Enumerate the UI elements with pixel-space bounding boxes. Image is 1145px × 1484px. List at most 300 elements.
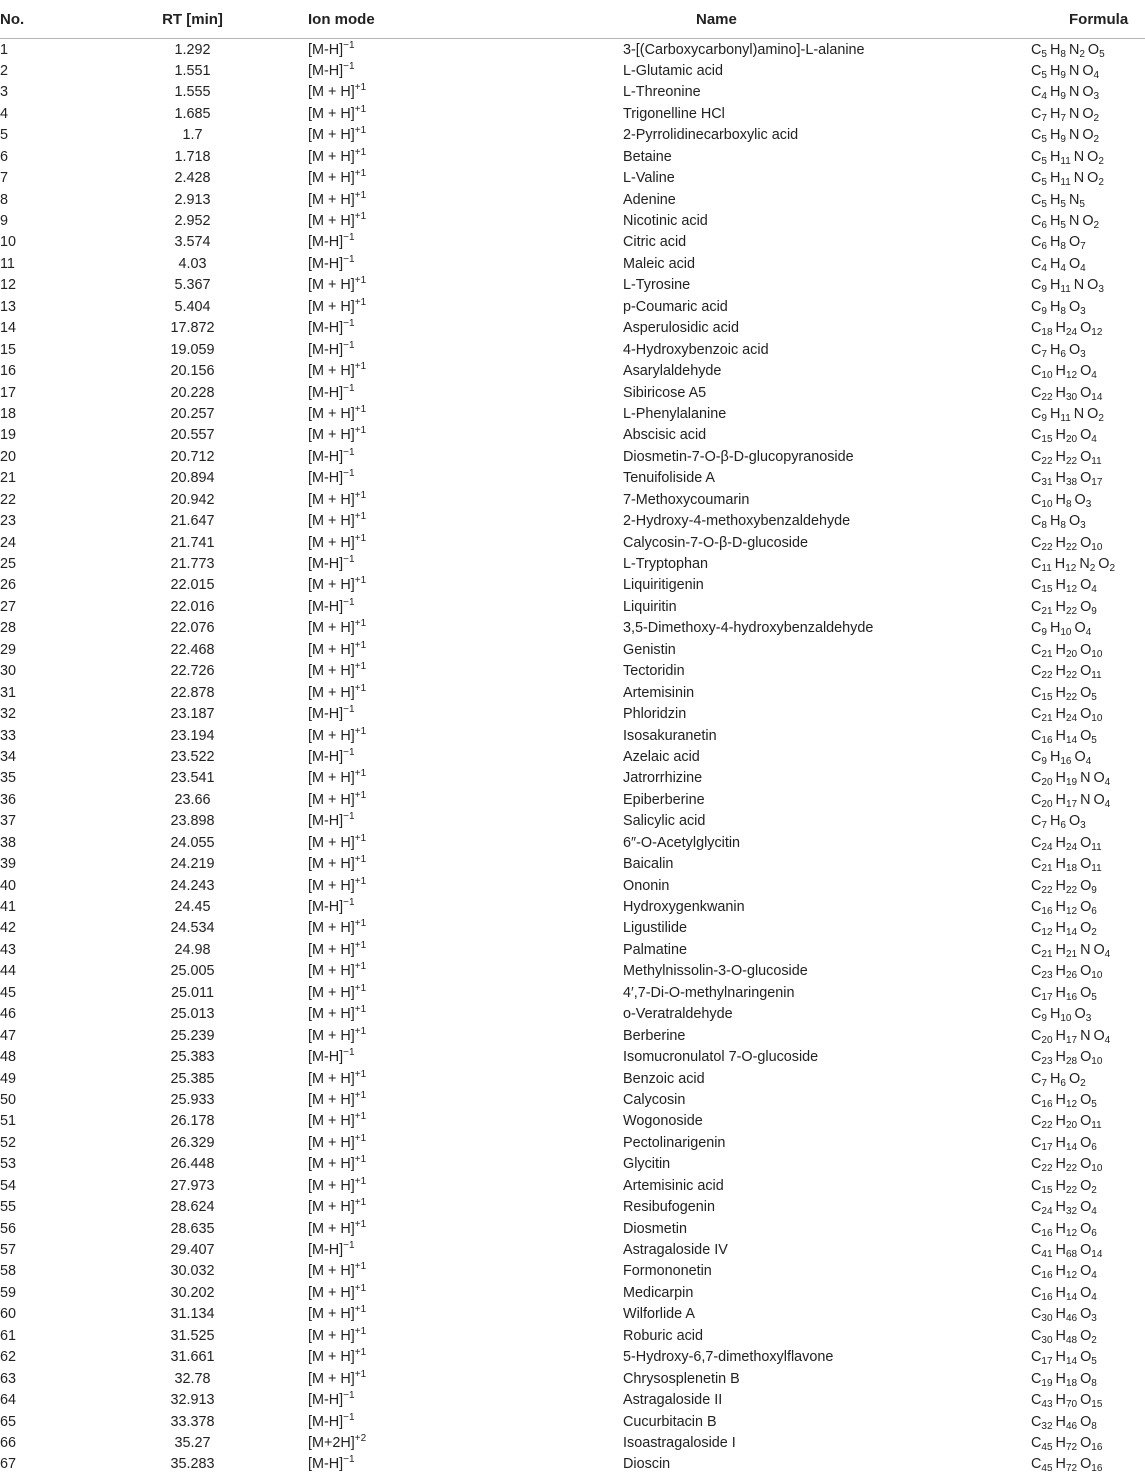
table-row: [0, 211, 1145, 232]
ion-mode-charge: +1: [354, 639, 367, 651]
element-symbol: O: [1080, 1392, 1092, 1409]
element-symbol: C: [1031, 1306, 1042, 1323]
cell-no: 41: [0, 899, 17, 916]
cell-name: Jatrorrhizine: [623, 770, 703, 787]
element-symbol: H: [1055, 1349, 1066, 1366]
element-symbol: O: [1080, 684, 1092, 701]
element-symbol: H: [1055, 1177, 1066, 1194]
formula-element: [1069, 106, 1079, 122]
cell-formula: [916, 575, 1145, 596]
cell-name: Berberine: [623, 1027, 686, 1044]
element-symbol: O: [1093, 941, 1105, 958]
cell-formula: [916, 1111, 1145, 1132]
ion-mode-base: [M + H]: [308, 298, 355, 315]
table-row: [0, 1454, 1145, 1475]
table-row: [0, 1282, 1145, 1303]
ion-mode-charge: +1: [354, 1025, 367, 1037]
element-count: 14: [1065, 1291, 1078, 1303]
cell-name: 3,5-Dimethoxy-4-hydroxybenzaldehyde: [623, 620, 874, 637]
cell-no: 53: [0, 1156, 17, 1173]
element-count: 11: [1091, 1120, 1102, 1132]
element-symbol: H: [1055, 1220, 1066, 1237]
cell-ion-mode: [275, 725, 498, 746]
formula-element: [1056, 599, 1078, 615]
formula-element: [1031, 663, 1053, 682]
element-count: 2: [1109, 563, 1116, 575]
cell-no: 44: [0, 963, 17, 980]
formula-element: [1068, 234, 1086, 253]
cell-ion-mode: [275, 382, 498, 403]
cell-formula: [916, 897, 1145, 918]
cell-formula: [916, 1197, 1145, 1218]
element-count: 10: [1091, 648, 1103, 660]
formula-element: [1075, 492, 1092, 508]
cell-ion-mode: [275, 939, 498, 960]
formula-element: [1088, 42, 1105, 58]
element-symbol: C: [1031, 641, 1042, 658]
element-symbol: O: [1080, 320, 1092, 337]
cell-no: 29: [0, 641, 17, 658]
element-count: 17: [1065, 798, 1078, 810]
cell-name: Diosmetin: [623, 1220, 687, 1237]
element-count: 10: [1060, 1013, 1072, 1025]
cell-ion-mode: [275, 918, 498, 939]
cell-no: 8: [0, 191, 9, 208]
ion-mode-base: [M-H]: [308, 1242, 344, 1259]
cell-no: 64: [0, 1392, 17, 1409]
element-count: 4: [1091, 1291, 1097, 1303]
element-count: 7: [1041, 1077, 1047, 1089]
element-symbol: C: [1031, 41, 1042, 58]
cell-rt: 24.45: [174, 899, 211, 916]
element-count: 41: [1041, 1249, 1053, 1261]
cell-formula: [916, 982, 1145, 1003]
cell-no: 9: [0, 213, 9, 230]
header-formula: Formula: [916, 0, 1145, 39]
table-row: [0, 704, 1145, 725]
cell-formula: [916, 339, 1145, 360]
cell-ion-mode: [275, 103, 498, 124]
cell-no: 25: [0, 556, 17, 573]
formula-element: [1069, 213, 1079, 229]
ion-mode-charge: +1: [354, 1218, 367, 1230]
cell-no: 50: [0, 1091, 17, 1108]
cell-formula: [916, 403, 1145, 424]
formula-element: [1031, 1242, 1053, 1261]
ion-mode-charge: +1: [354, 82, 367, 94]
element-count: 12: [1065, 1227, 1078, 1239]
ion-mode-base: [M + H]: [308, 127, 355, 144]
ion-mode-base: [M + H]: [308, 1370, 355, 1387]
cell-ion-mode: [275, 639, 498, 660]
element-count: 7: [1080, 241, 1086, 253]
element-count: 2: [1098, 412, 1104, 424]
formula-element: [1056, 878, 1078, 894]
table-row: [0, 361, 1145, 382]
formula-element: [1031, 1328, 1053, 1344]
element-symbol: C: [1031, 1349, 1042, 1366]
element-symbol: C: [1031, 1199, 1042, 1216]
element-symbol: O: [1080, 984, 1092, 1001]
cell-rt: 21.741: [170, 534, 215, 551]
ion-mode-charge: +1: [354, 146, 367, 158]
element-symbol: C: [1031, 448, 1042, 465]
cell-rt: 25.011: [171, 984, 214, 1001]
table-row: [0, 1025, 1145, 1046]
element-symbol: O: [1068, 813, 1081, 830]
formula-element: [1068, 513, 1086, 532]
formula-element: [1056, 1371, 1078, 1387]
formula-element: [1080, 1028, 1090, 1044]
element-count: 20: [1065, 1120, 1078, 1132]
cell-formula: [916, 1368, 1145, 1389]
formula-element: [1031, 299, 1047, 315]
table-row: [0, 296, 1145, 317]
cell-name: Calycosin: [623, 1091, 686, 1108]
ion-mode-base: [M + H]: [308, 1006, 355, 1023]
cell-rt: 26.178: [170, 1113, 215, 1130]
element-count: 2: [1098, 155, 1104, 167]
formula-element: [1080, 1306, 1097, 1325]
cell-ion-mode: [275, 575, 498, 596]
formula-element: [1080, 449, 1102, 465]
element-symbol: O: [1080, 899, 1092, 916]
formula-element: [1093, 1028, 1110, 1044]
cell-name: Azelaic acid: [623, 748, 700, 765]
element-count: 2: [1093, 112, 1100, 124]
cell-name: Ligustilide: [623, 920, 687, 937]
cell-name: L-Glutamic acid: [623, 62, 723, 79]
element-count: 16: [1091, 1463, 1103, 1475]
formula-element: [1069, 299, 1086, 315]
element-symbol: C: [1031, 770, 1042, 787]
cell-ion-mode: [275, 768, 498, 789]
element-count: 38: [1065, 477, 1078, 489]
ion-mode-base: [M + H]: [308, 1027, 355, 1044]
table-row: [0, 1432, 1145, 1453]
formula-element: [1031, 728, 1053, 744]
cell-no: 52: [0, 1134, 17, 1151]
element-symbol: O: [1087, 405, 1099, 422]
cell-formula: [916, 82, 1145, 103]
cell-ion-mode: [275, 704, 498, 725]
element-count: 9: [1060, 69, 1066, 81]
element-symbol: H: [1055, 491, 1066, 508]
element-symbol: H: [1055, 384, 1066, 401]
ion-mode-base: [M-H]: [308, 1392, 344, 1409]
element-count: 16: [1041, 1270, 1053, 1282]
ion-mode-base: [M + H]: [308, 170, 355, 187]
element-symbol: C: [1031, 1134, 1042, 1151]
element-symbol: C: [1031, 213, 1042, 230]
ion-mode-base: [M-H]: [308, 470, 344, 487]
formula-element: [1050, 749, 1072, 765]
element-symbol: N: [1080, 770, 1091, 787]
formula-element: [1031, 170, 1047, 189]
formula-element: [1031, 84, 1047, 103]
cell-rt: 20.942: [170, 491, 215, 508]
element-symbol: N: [1073, 405, 1085, 422]
cell-rt: 4.03: [178, 255, 207, 272]
cell-no: 24: [0, 534, 17, 551]
cell-no: 20: [0, 448, 17, 465]
cell-no: 1: [0, 41, 9, 58]
element-count: 21: [1041, 948, 1053, 960]
element-symbol: N: [1068, 62, 1080, 79]
cell-formula: [916, 961, 1145, 982]
element-symbol: C: [1031, 899, 1042, 916]
cell-rt: 23.541: [170, 770, 215, 787]
formula-element: [1031, 192, 1047, 208]
formula-element: [1049, 277, 1071, 296]
element-count: 16: [1041, 1098, 1053, 1110]
ion-mode-base: [M + H]: [308, 1199, 355, 1216]
element-count: 3: [1093, 91, 1100, 103]
formula-element: [1031, 985, 1053, 1001]
formula-element: [1075, 749, 1092, 765]
cell-ion-mode: [275, 1004, 498, 1025]
element-count: 12: [1091, 327, 1103, 339]
cell-formula: [916, 768, 1145, 789]
table-row: [0, 554, 1145, 575]
cell-name: Isoastragaloside I: [623, 1434, 736, 1451]
cell-no: 2: [0, 62, 9, 79]
cell-name: Cucurbitacin B: [623, 1413, 717, 1430]
element-count: 68: [1065, 1249, 1078, 1261]
element-symbol: H: [1049, 341, 1061, 358]
cell-ion-mode: [275, 425, 498, 446]
formula-element: [1080, 385, 1102, 401]
formula-element: [1031, 642, 1053, 658]
element-symbol: H: [1055, 1392, 1066, 1409]
cell-formula: [916, 232, 1145, 253]
ion-mode-charge: −1: [343, 1047, 355, 1059]
cell-no: 60: [0, 1306, 17, 1323]
formula-element: [1031, 406, 1047, 422]
element-symbol: C: [1031, 1370, 1042, 1387]
element-symbol: O: [1080, 1199, 1092, 1216]
element-symbol: N: [1068, 105, 1080, 122]
element-count: 4: [1091, 370, 1097, 382]
element-symbol: O: [1080, 727, 1092, 744]
element-count: 11: [1091, 841, 1102, 853]
element-count: 3: [1091, 1313, 1097, 1325]
ion-mode-charge: +1: [354, 1197, 367, 1209]
element-count: 32: [1065, 1206, 1078, 1218]
cell-no: 11: [0, 255, 15, 272]
formula-element: [1080, 1349, 1097, 1368]
ion-mode-charge: +1: [354, 425, 367, 437]
element-symbol: C: [1031, 363, 1042, 380]
element-symbol: H: [1049, 277, 1061, 294]
table-row: [0, 232, 1145, 253]
element-symbol: C: [1031, 856, 1042, 873]
table-row: [0, 1004, 1145, 1025]
element-count: 11: [1091, 670, 1102, 682]
element-count: 17: [1041, 991, 1053, 1003]
element-symbol: O: [1082, 105, 1094, 122]
element-count: 72: [1065, 1441, 1078, 1453]
cell-ion-mode: [275, 1068, 498, 1089]
formula-element: [1056, 985, 1078, 1001]
table-row: [0, 1068, 1145, 1089]
header-name: Name: [498, 0, 916, 39]
ion-mode-base: [M-H]: [308, 899, 344, 916]
element-count: 5: [1099, 48, 1105, 60]
cell-ion-mode: [275, 60, 498, 81]
formula-element: [1049, 84, 1066, 103]
cell-name: 4-Hydroxybenzoic acid: [623, 341, 769, 358]
cell-formula: [916, 596, 1145, 617]
cell-ion-mode: [275, 1047, 498, 1068]
element-symbol: C: [1031, 598, 1042, 615]
element-symbol: O: [1080, 470, 1092, 487]
cell-name: Sibiricose A5: [623, 384, 707, 401]
formula-element: [1098, 556, 1116, 575]
cell-rt: 20.156: [170, 363, 215, 380]
cell-rt: 5.404: [174, 298, 211, 315]
element-symbol: C: [1031, 191, 1042, 208]
cell-ion-mode: [275, 1132, 498, 1153]
formula-element: [1087, 149, 1104, 165]
element-symbol: H: [1049, 213, 1061, 230]
formula-element: [1031, 1392, 1053, 1411]
ion-mode-charge: +1: [354, 854, 367, 866]
element-symbol: C: [1031, 405, 1042, 422]
cell-rt: 28.635: [170, 1220, 215, 1237]
cell-ion-mode: [275, 39, 498, 61]
formula-element: [1031, 1456, 1053, 1475]
cell-ion-mode: [275, 1240, 498, 1261]
cell-no: 54: [0, 1177, 17, 1194]
element-symbol: O: [1080, 1091, 1092, 1108]
element-count: 18: [1065, 863, 1078, 875]
cell-no: 13: [0, 298, 17, 315]
ion-mode-charge: −1: [343, 232, 355, 244]
cell-rt: 2.428: [174, 170, 211, 187]
element-count: 4: [1041, 91, 1047, 103]
element-symbol: H: [1055, 834, 1066, 851]
formula-element: [1080, 1221, 1097, 1237]
table-row: [0, 39, 1145, 61]
element-symbol: C: [1031, 1392, 1042, 1409]
element-count: 5: [1041, 198, 1047, 210]
element-count: 11: [1091, 863, 1102, 875]
ion-mode-base: [M + H]: [308, 770, 355, 787]
cell-rt: 24.055: [170, 834, 215, 851]
element-count: 11: [1060, 155, 1071, 167]
ion-mode-base: [M + H]: [308, 791, 355, 808]
element-count: 6: [1060, 820, 1066, 832]
element-count: 3: [1080, 305, 1086, 317]
formula-element: [1080, 320, 1103, 339]
element-count: 5: [1041, 155, 1047, 167]
cell-formula: [916, 532, 1145, 553]
formula-element: [1031, 1285, 1053, 1301]
cell-name: Tectoridin: [623, 663, 685, 680]
element-symbol: H: [1049, 813, 1061, 830]
ion-mode-base: [M-H]: [308, 1049, 344, 1066]
element-count: 4: [1041, 262, 1047, 274]
formula-element: [1031, 792, 1053, 808]
table-row: [0, 918, 1145, 939]
formula-element: [1055, 1049, 1078, 1068]
cell-name: Ononin: [623, 877, 670, 894]
ion-mode-base: [M-H]: [308, 62, 344, 79]
formula-element: [1050, 63, 1066, 79]
element-symbol: H: [1055, 427, 1066, 444]
element-symbol: H: [1055, 1134, 1066, 1151]
cell-no: 15: [0, 341, 17, 358]
cell-rt: 24.243: [170, 877, 215, 894]
formula-element: [1031, 256, 1047, 272]
element-count: 18: [1065, 1377, 1078, 1389]
element-count: 9: [1091, 884, 1097, 896]
element-symbol: H: [1055, 899, 1066, 916]
formula-element: [1080, 1263, 1097, 1282]
element-symbol: C: [1031, 1456, 1042, 1473]
ion-mode-charge: −1: [343, 60, 355, 72]
cell-rt: 22.726: [170, 663, 215, 680]
ion-mode-charge: −1: [343, 39, 355, 51]
formula-element: [1056, 1135, 1078, 1151]
element-count: 6: [1041, 241, 1047, 253]
cell-ion-mode: [275, 811, 498, 832]
element-symbol: C: [1031, 1177, 1042, 1194]
element-count: 3: [1085, 498, 1092, 510]
ion-mode-base: [M + H]: [308, 663, 355, 680]
element-count: 10: [1091, 1056, 1103, 1068]
header-ion-mode: Ion mode: [275, 0, 498, 39]
element-count: 4: [1104, 1034, 1111, 1046]
table-row: [0, 425, 1145, 446]
element-symbol: H: [1049, 1070, 1061, 1087]
element-count: 8: [1060, 305, 1066, 317]
element-count: 70: [1065, 1399, 1078, 1411]
cell-name: Asarylaldehyde: [623, 363, 722, 380]
element-count: 11: [1091, 455, 1102, 467]
ion-mode-base: [M + H]: [308, 277, 355, 294]
cell-name: L-Tryptophan: [623, 556, 709, 573]
formula-element: [1050, 106, 1066, 122]
formula-element: [1031, 127, 1047, 146]
cell-formula: [916, 1025, 1145, 1046]
formula-element: [1031, 213, 1047, 232]
cell-ion-mode: [275, 1175, 498, 1196]
element-count: 12: [1065, 370, 1078, 382]
element-count: 12: [1065, 563, 1077, 575]
formula-element: [1080, 685, 1097, 701]
cell-no: 45: [0, 984, 17, 1001]
ion-mode-base: [M + H]: [308, 1113, 355, 1130]
element-symbol: C: [1031, 834, 1042, 851]
element-symbol: H: [1055, 1113, 1066, 1130]
cell-name: 2-Hydroxy-4-methoxybenzaldehyde: [623, 513, 851, 530]
cell-name: Pectolinarigenin: [623, 1134, 726, 1151]
cell-name: 5-Hydroxy-6,7-dimethoxylflavone: [623, 1349, 834, 1366]
cell-no: 4: [0, 105, 9, 122]
header-rt: RT [min]: [110, 0, 275, 39]
cell-ion-mode: [275, 468, 498, 489]
element-count: 24: [1041, 1206, 1053, 1218]
cell-ion-mode: [275, 554, 498, 575]
ion-mode-charge: −1: [343, 446, 355, 458]
element-count: 4: [1091, 1206, 1097, 1218]
cell-ion-mode: [275, 318, 498, 339]
element-count: 15: [1041, 691, 1053, 703]
formula-element: [1056, 1028, 1078, 1044]
element-count: 22: [1041, 670, 1053, 682]
